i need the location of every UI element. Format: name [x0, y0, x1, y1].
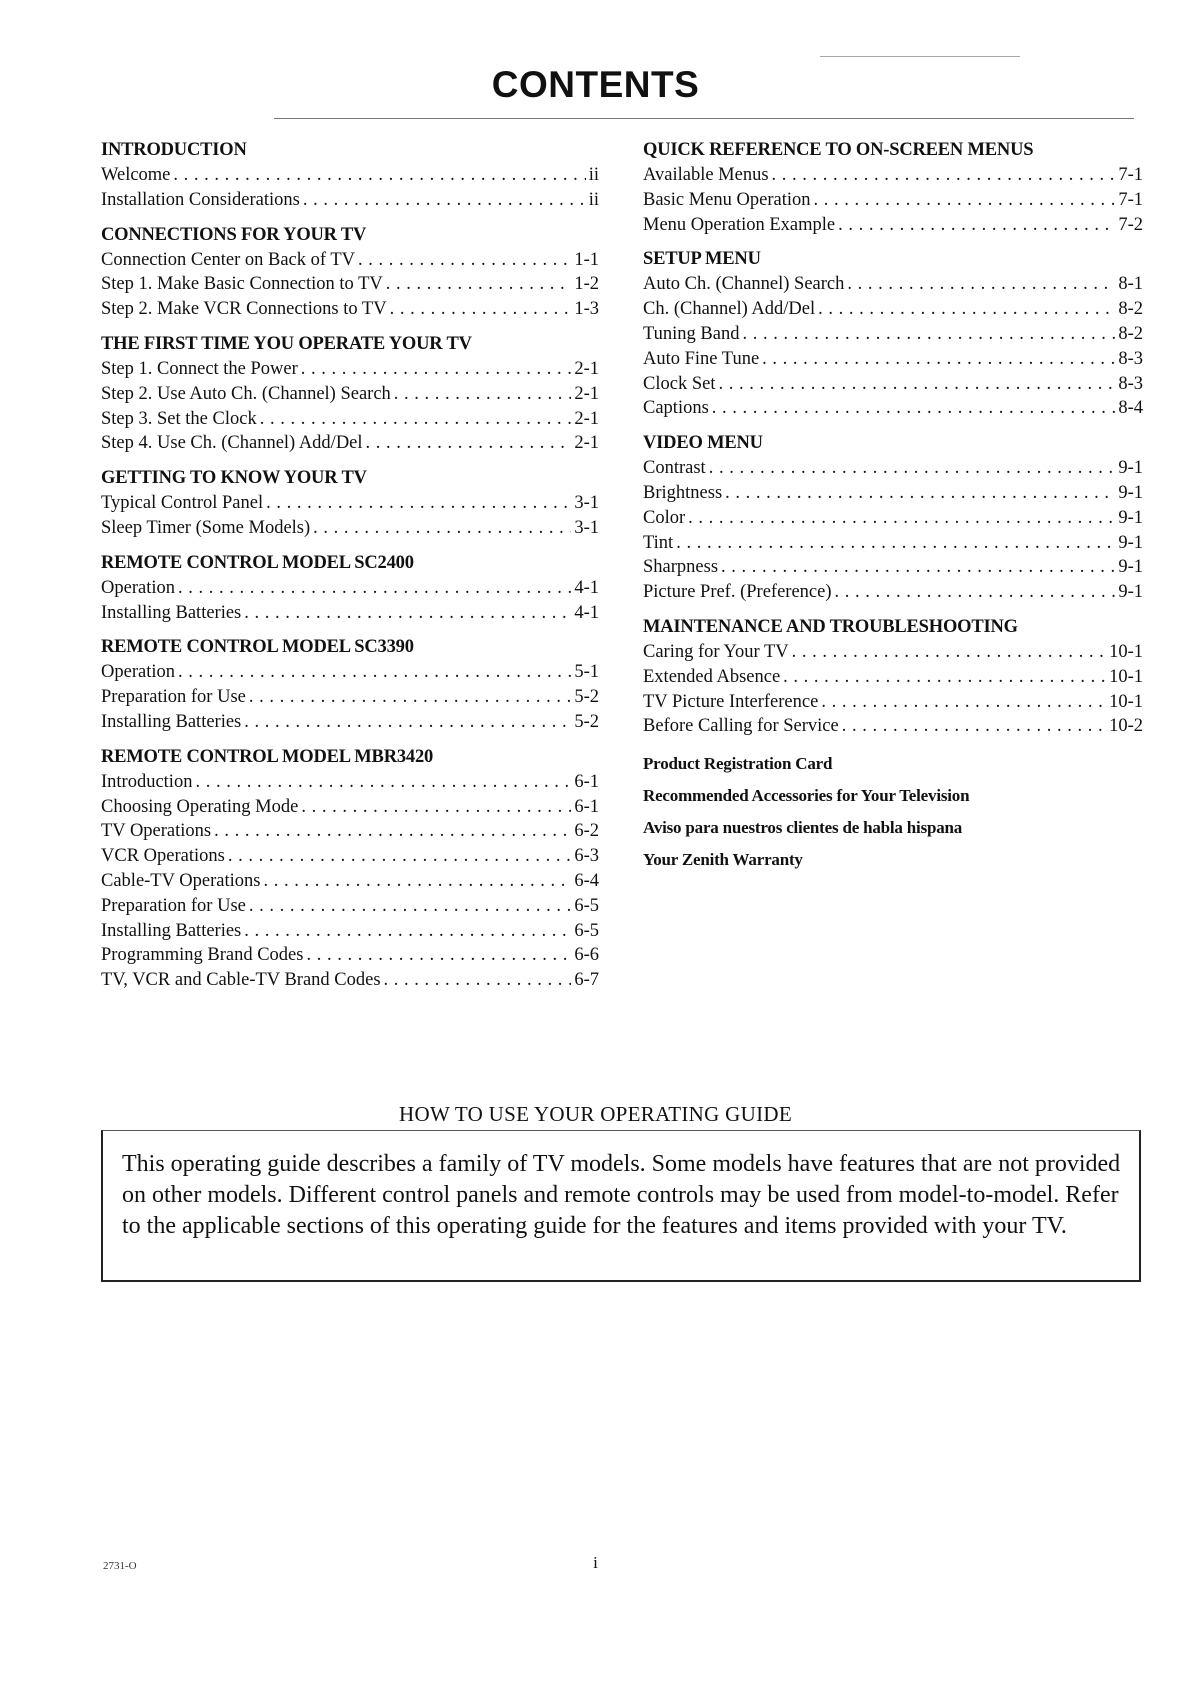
entry-page: 6-7: [574, 970, 599, 991]
entry-page: 7-2: [1118, 214, 1143, 235]
entry-label: Before Calling for Service: [643, 716, 839, 737]
dot-leader: [835, 580, 1116, 605]
toc-entry[interactable]: [643, 714, 1143, 739]
dot-leader: [244, 919, 571, 944]
entry-label: Choosing Operating Mode: [101, 796, 299, 817]
entry-page: 2-1: [574, 358, 599, 379]
toc-section: [101, 634, 599, 734]
entry-label: Brightness: [643, 482, 723, 503]
extra-item[interactable]: Your Zenith Warranty: [643, 850, 803, 870]
entry-label: Caring for Your TV: [643, 641, 789, 662]
toc-entry[interactable]: [101, 894, 599, 919]
entry-label: Typical Control Panel: [101, 493, 264, 514]
toc-entry[interactable]: [101, 919, 599, 944]
toc-entry[interactable]: [101, 795, 599, 820]
toc-entry[interactable]: [643, 456, 1143, 481]
entry-label: Preparation for Use: [101, 687, 246, 708]
toc-entry[interactable]: [101, 272, 599, 297]
toc-entry[interactable]: [101, 943, 599, 968]
dot-leader: [366, 431, 572, 456]
entry-page: 9-1: [1118, 507, 1143, 528]
entry-label: Picture Pref. (Preference): [643, 582, 832, 603]
entry-label: Auto Fine Tune: [643, 348, 760, 369]
toc-entry[interactable]: [101, 601, 599, 626]
entry-label: Step 2. Make VCR Connections to TV: [101, 299, 387, 320]
dot-leader: [301, 795, 571, 820]
entry-page: 6-5: [574, 920, 599, 941]
dot-leader: [384, 968, 572, 993]
extra-item[interactable]: Recommended Accessories for Your Television: [643, 786, 970, 806]
dot-leader: [394, 382, 572, 407]
entry-label: Introduction: [101, 771, 193, 792]
toc-entry[interactable]: [643, 396, 1143, 421]
dot-leader: [688, 506, 1115, 531]
entry-label: Clock Set: [643, 373, 716, 394]
toc-entry[interactable]: [101, 770, 599, 795]
entry-label: Step 4. Use Ch. (Channel) Add/Del: [101, 433, 363, 454]
entry-page: 1-1: [574, 249, 599, 270]
entry-label: TV, VCR and Cable-TV Brand Codes: [101, 970, 381, 991]
dot-leader: [228, 844, 571, 869]
entry-page: 8-4: [1118, 398, 1143, 419]
section-title: QUICK REFERENCE TO ON-SCREEN MENUS: [643, 140, 1034, 160]
dot-leader: [709, 456, 1116, 481]
entry-label: Installing Batteries: [101, 602, 242, 623]
dot-leader: [814, 188, 1116, 213]
dot-leader: [249, 685, 571, 710]
decorative-rule: [820, 56, 1020, 57]
dot-leader: [358, 248, 571, 273]
toc-entry[interactable]: [643, 347, 1143, 372]
entry-label: Basic Menu Operation: [643, 189, 811, 210]
toc-entry[interactable]: [101, 188, 599, 213]
toc-entry[interactable]: [101, 297, 599, 322]
dot-leader: [249, 894, 571, 919]
toc-section: [101, 222, 599, 322]
dot-leader: [301, 357, 572, 382]
entry-page: 9-1: [1118, 582, 1143, 603]
section-title: REMOTE CONTROL MODEL MBR3420: [101, 746, 434, 767]
toc-entry[interactable]: [101, 407, 599, 432]
dot-leader: [838, 213, 1115, 238]
dot-leader: [244, 601, 571, 626]
entry-label: Captions: [643, 398, 709, 419]
entry-label: Step 3. Set the Clock: [101, 408, 257, 429]
entry-label: Step 1. Connect the Power: [101, 358, 298, 379]
toc-entry[interactable]: [101, 844, 599, 869]
howto-text: This operating guide describes a family of TV models. Some models have features that are not provided on other models. Different control panels and remote controls may be used from model-to-model. Refer to the applicable sections of this operating guide for the features and items provided with your TV.: [122, 1151, 1121, 1239]
toc-entry[interactable]: [643, 481, 1143, 506]
entry-page: 10-1: [1109, 641, 1143, 662]
dot-leader: [847, 272, 1115, 297]
toc-entry[interactable]: [643, 555, 1143, 580]
entry-page: 4-1: [574, 577, 599, 598]
entry-page: 6-6: [574, 945, 599, 966]
entry-label: Installing Batteries: [101, 920, 242, 941]
toc-entry[interactable]: [643, 297, 1143, 322]
entry-label: Ch. (Channel) Add/Del: [643, 299, 816, 320]
entry-page: 9-1: [1118, 557, 1143, 578]
entry-label: Menu Operation Example: [643, 214, 836, 235]
entry-label: Cable-TV Operations: [101, 870, 261, 891]
toc-section: [643, 430, 1143, 605]
toc-entry[interactable]: [101, 382, 599, 407]
toc-entry[interactable]: [101, 576, 599, 601]
dot-leader: [178, 576, 571, 601]
toc-entry[interactable]: [101, 968, 599, 993]
toc-section: [101, 331, 599, 456]
entry-page: 6-3: [574, 846, 599, 867]
dot-leader: [178, 660, 571, 685]
toc-entry[interactable]: [101, 431, 599, 456]
toc-section: [101, 744, 599, 993]
dot-leader: [390, 297, 572, 322]
entry-page: 2-1: [574, 408, 599, 429]
entry-page: 5-1: [574, 662, 599, 683]
section-title: MAINTENANCE AND TROUBLESHOOTING: [643, 616, 1018, 637]
dot-leader: [244, 710, 571, 735]
toc-entry[interactable]: [643, 665, 1143, 690]
toc-right-column: [643, 137, 1143, 876]
dot-leader: [306, 943, 571, 968]
toc-entry[interactable]: [101, 685, 599, 710]
toc-entry[interactable]: [101, 491, 599, 516]
entry-page: 7-1: [1118, 165, 1143, 185]
toc-entry[interactable]: [101, 357, 599, 382]
toc-entry[interactable]: [101, 869, 599, 894]
section-title: THE FIRST TIME YOU OPERATE YOUR TV: [101, 333, 472, 354]
toc-entry[interactable]: [643, 213, 1143, 238]
dot-leader: [214, 819, 571, 844]
section-title: REMOTE CONTROL MODEL SC2400: [101, 552, 414, 573]
entry-page: 5-2: [574, 687, 599, 708]
dot-leader: [303, 188, 586, 213]
dot-leader: [821, 690, 1106, 715]
entry-page: 6-5: [574, 895, 599, 916]
entry-page: 6-1: [574, 796, 599, 817]
toc-section: [101, 137, 599, 213]
dot-leader: [721, 555, 1115, 580]
entry-label: Contrast: [643, 458, 706, 479]
dot-leader: [313, 516, 571, 541]
dot-leader: [742, 322, 1115, 347]
page-title: CONTENTS: [491, 64, 700, 105]
extra-item[interactable]: Aviso para nuestros clientes de habla hispana: [643, 818, 963, 838]
howto-box: [101, 1130, 1141, 1282]
entry-label: Sharpness: [643, 557, 719, 578]
dot-leader: [772, 163, 1116, 188]
entry-label: TV Picture Interference: [643, 691, 819, 712]
entry-page: 8-3: [1118, 373, 1143, 394]
dot-leader: [792, 640, 1106, 665]
entry-page: 6-1: [574, 771, 599, 792]
entry-label: Connection Center on Back of TV: [101, 249, 355, 270]
section-title: VIDEO MENU: [643, 433, 763, 454]
entry-page: 8-2: [1118, 323, 1143, 344]
toc-entry[interactable]: [643, 640, 1143, 665]
entry-label: Installing Batteries: [101, 711, 242, 732]
document-code: 2731-O: [103, 1560, 137, 1572]
section-title: REMOTE CONTROL MODEL SC3390: [101, 637, 414, 658]
entry-page: ii: [588, 165, 599, 185]
entry-label: Programming Brand Codes: [101, 945, 304, 966]
entry-page: 6-2: [574, 821, 599, 842]
entry-page: 8-1: [1118, 274, 1143, 295]
toc-entry[interactable]: [101, 516, 599, 541]
entry-label: Welcome: [101, 165, 171, 185]
section-title: SETUP MENU: [643, 249, 761, 270]
dot-leader: [263, 869, 571, 894]
toc-entry[interactable]: [643, 372, 1143, 397]
entry-page: 2-1: [574, 433, 599, 454]
entry-label: Tint: [643, 532, 674, 553]
toc-left-column: [101, 137, 599, 1002]
section-title: GETTING TO KNOW YOUR TV: [101, 468, 367, 489]
entry-label: Step 2. Use Auto Ch. (Channel) Search: [101, 383, 391, 404]
entry-page: 6-4: [574, 870, 599, 891]
entry-label: Preparation for Use: [101, 895, 246, 916]
dot-leader: [842, 714, 1106, 739]
entry-label: Step 1. Make Basic Connection to TV: [101, 274, 383, 295]
toc-entry[interactable]: [643, 163, 1143, 188]
entry-label: TV Operations: [101, 821, 212, 842]
section-title: INTRODUCTION: [101, 140, 247, 160]
dot-leader: [818, 297, 1115, 322]
toc-entry[interactable]: [101, 710, 599, 735]
toc-section: [643, 137, 1143, 237]
dot-leader: [718, 372, 1115, 397]
toc-section: [643, 614, 1143, 739]
page-number: i: [593, 1553, 598, 1572]
toc-entry[interactable]: [643, 690, 1143, 715]
entry-page: 9-1: [1118, 458, 1143, 479]
toc-entry[interactable]: [643, 188, 1143, 213]
entry-page: 8-3: [1118, 348, 1143, 369]
entry-page: ii: [588, 189, 599, 210]
entry-label: Color: [643, 507, 686, 528]
entry-page: 1-3: [574, 299, 599, 320]
dot-leader: [386, 272, 572, 297]
entry-label: Sleep Timer (Some Models): [101, 517, 311, 538]
toc-entry[interactable]: [643, 580, 1143, 605]
title-divider: [274, 118, 1134, 119]
dot-leader: [762, 347, 1115, 372]
entry-label: Extended Absence: [643, 666, 781, 687]
dot-leader: [712, 396, 1116, 421]
toc-entry[interactable]: [643, 506, 1143, 531]
dot-leader: [173, 163, 585, 188]
entry-page: 7-1: [1118, 189, 1143, 210]
toc-entry[interactable]: [101, 819, 599, 844]
toc-entry[interactable]: [101, 660, 599, 685]
entry-page: 3-1: [574, 517, 599, 538]
entry-page: 10-1: [1109, 666, 1143, 687]
dot-leader: [260, 407, 572, 432]
dot-leader: [783, 665, 1106, 690]
entry-page: 5-2: [574, 711, 599, 732]
entry-label: Operation: [101, 662, 175, 683]
dot-leader: [195, 770, 571, 795]
toc-entry[interactable]: [643, 322, 1143, 347]
toc-section: [101, 550, 599, 626]
entry-page: 9-1: [1118, 482, 1143, 503]
entry-label: Tuning Band: [643, 323, 740, 344]
extras-list: [643, 748, 1143, 876]
toc-entry[interactable]: [643, 272, 1143, 297]
entry-page: 8-2: [1118, 299, 1143, 320]
dot-leader: [266, 491, 571, 516]
entry-page: 9-1: [1118, 532, 1143, 553]
entry-label: Auto Ch. (Channel) Search: [643, 274, 845, 295]
toc-section: [643, 246, 1143, 421]
entry-label: Operation: [101, 577, 175, 598]
entry-label: VCR Operations: [101, 846, 225, 867]
entry-label: Installation Considerations: [101, 189, 300, 210]
entry-page: 4-1: [574, 602, 599, 623]
section-title: CONNECTIONS FOR YOUR TV: [101, 224, 367, 245]
entry-label: Available Menus: [643, 165, 769, 185]
entry-page: 2-1: [574, 383, 599, 404]
howto-title: HOW TO USE YOUR OPERATING GUIDE: [399, 1102, 792, 1126]
entry-page: 10-1: [1109, 691, 1143, 712]
dot-leader: [725, 481, 1115, 506]
extra-item[interactable]: Product Registration Card: [643, 754, 833, 774]
entry-page: 10-2: [1109, 716, 1143, 737]
toc-entry[interactable]: [101, 248, 599, 273]
entry-page: 1-2: [574, 274, 599, 295]
toc-entry[interactable]: [643, 531, 1143, 556]
toc-section: [101, 465, 599, 541]
entry-page: 3-1: [574, 493, 599, 514]
dot-leader: [676, 531, 1115, 556]
toc-entry[interactable]: [101, 163, 599, 188]
